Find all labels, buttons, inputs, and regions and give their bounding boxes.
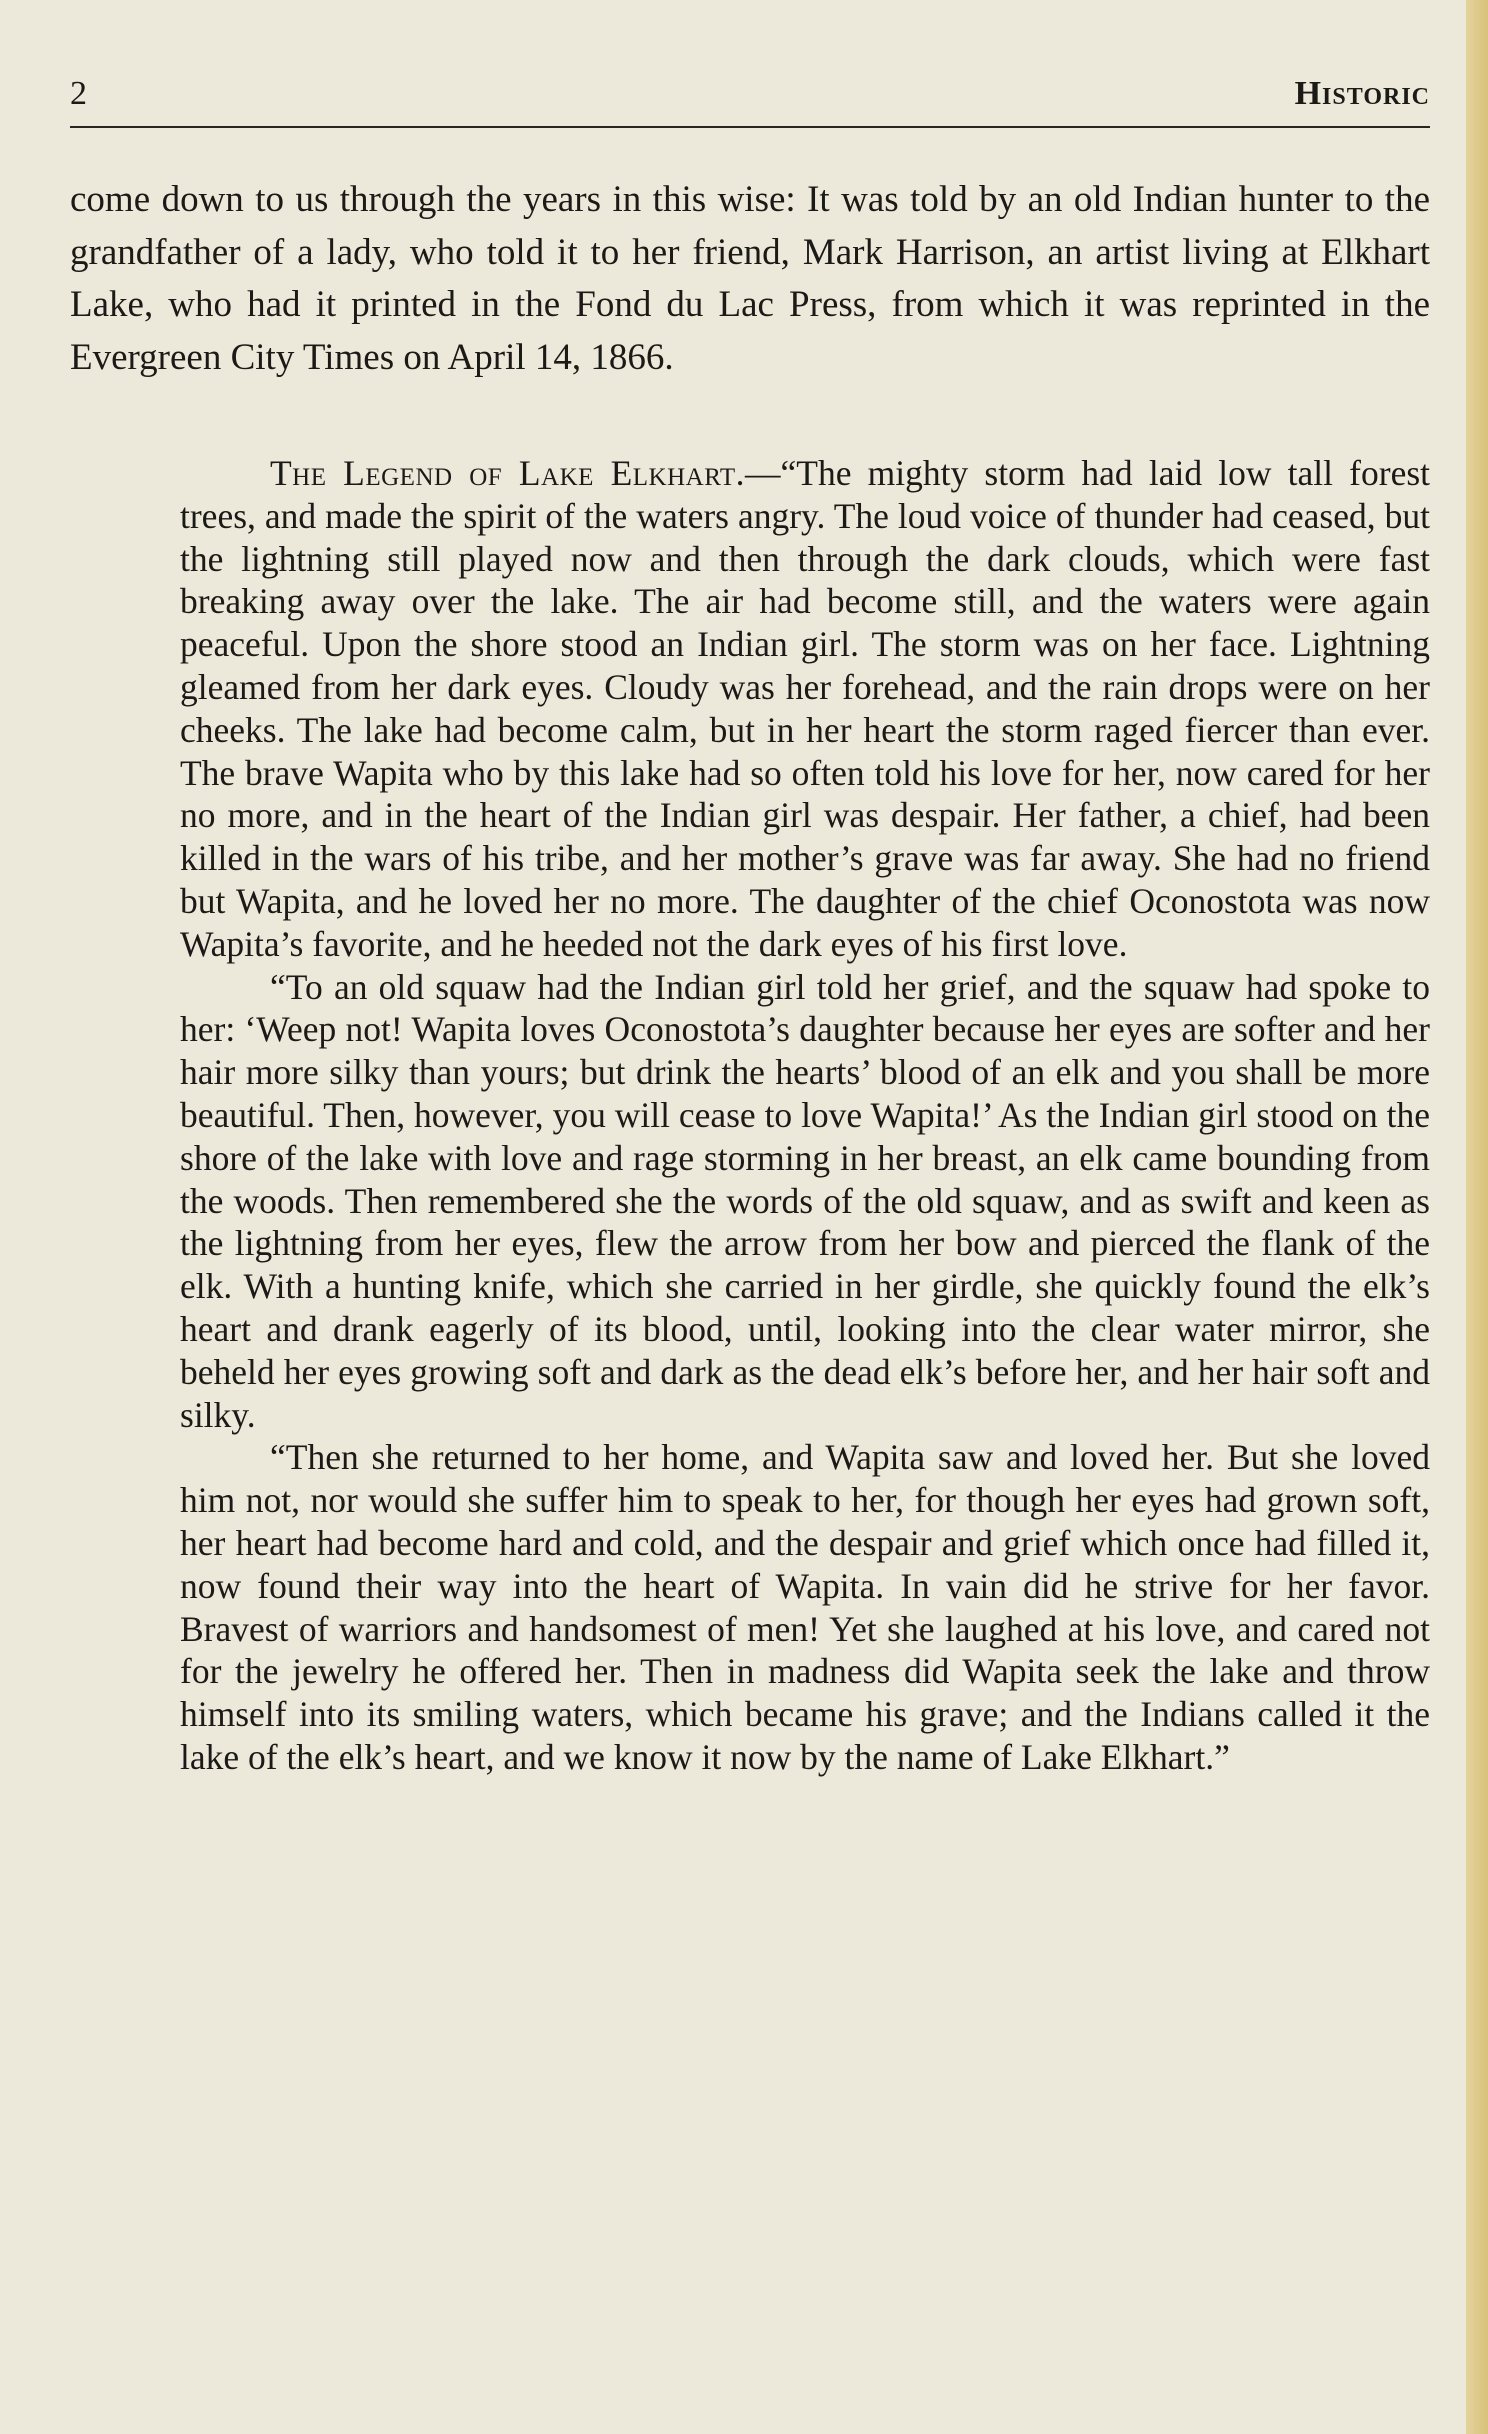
legend-paragraph-2: “To an old squaw had the Indian girl told her grief, and the squaw had spoke to her: ‘Weep not! Wapita loves Oconostota’s daughter because her eyes are softer and her hair more silky than yours; but drink the hearts’ blood of an elk and you shall be more beautiful. Then, however, you will cease to love Wapita!’ As the Indian girl stood on the shore of the lake with love and rage storming in her breast, an elk came bounding from the woods. Then remembered she the words of the old squaw, and as swift and keen as the lightning from her eyes, flew the arrow from her bow and pierced the flank of the elk. With a hunting knife, which she carried in her girdle, she quickly found the elk’s heart and drank eagerly of its blood, until, looking into the clear water mirror, she beheld her eyes growing soft and dark as the dead elk’s before her, and her hair soft and silky. <box>180 966 1430 1435</box>
intro-paragraph: come down to us through the years in this wise: It was told by an old Indian hunter to the grandfather of a lady, who told it to her friend, Mark Harrison, an artist living at Elkhart Lake, who had it printed in the Fond du Lac Press, from which it was reprinted in the Evergreen City Times on April 14, 1866. <box>70 179 1430 378</box>
header-rule <box>70 126 1430 128</box>
legend-title: The Legend of Lake Elkhart. <box>270 453 746 493</box>
legend-paragraph-1-text: —“The mighty storm had laid low tall forest trees, and made the spirit of the waters angry. The loud voice of thunder had ceased, but the lightning still played now and then through the dark clouds, which were fast breaking away over the lake. The air had become still, and the waters were again peaceful. Upon the shore stood an Indian girl. The storm was on her face. Lightning gleamed from her dark eyes. Cloudy was her forehead, and the rain drops were on her cheeks. The lake had become calm, but in her heart the storm raged fiercer than ever. The brave Wapita who by this lake had so often told his love for her, now cared for her no more, and in the heart of the Indian girl was despair. Her father, a chief, had been killed in the wars of his tribe, and her mother’s grave was far away. She had no friend but Wapita, and he loved her no more. The daughter of the chief Oconostota was now Wapita’s favorite, and he heeded not the dark eyes of his first love. <box>180 453 1430 964</box>
page-number: 2 <box>70 75 87 112</box>
page-edge <box>1466 0 1488 2434</box>
legend-paragraph-3: “Then she returned to her home, and Wapita saw and loved her. But she loved him not, nor would she suffer him to speak to her, for though her eyes had grown soft, her heart had become hard and cold, and the despair and grief which once had filled it, now found their way into the heart of Wapita. In vain did he strive for her favor. Bravest of warriors and handsomest of men! Yet she laughed at his love, and cared not for the jewelry he offered her. Then in madness did Wapita seek the lake and throw himself into its smiling waters, which became his grave; and the Indians called it the lake of the elk’s heart, and we know it now by the name of Lake Elkhart.” <box>180 1437 1430 1777</box>
page-header <box>70 68 1430 128</box>
running-head: Historic <box>1294 75 1430 112</box>
legend-paragraph-1 <box>180 452 1430 966</box>
legend-quote <box>180 452 1430 1779</box>
